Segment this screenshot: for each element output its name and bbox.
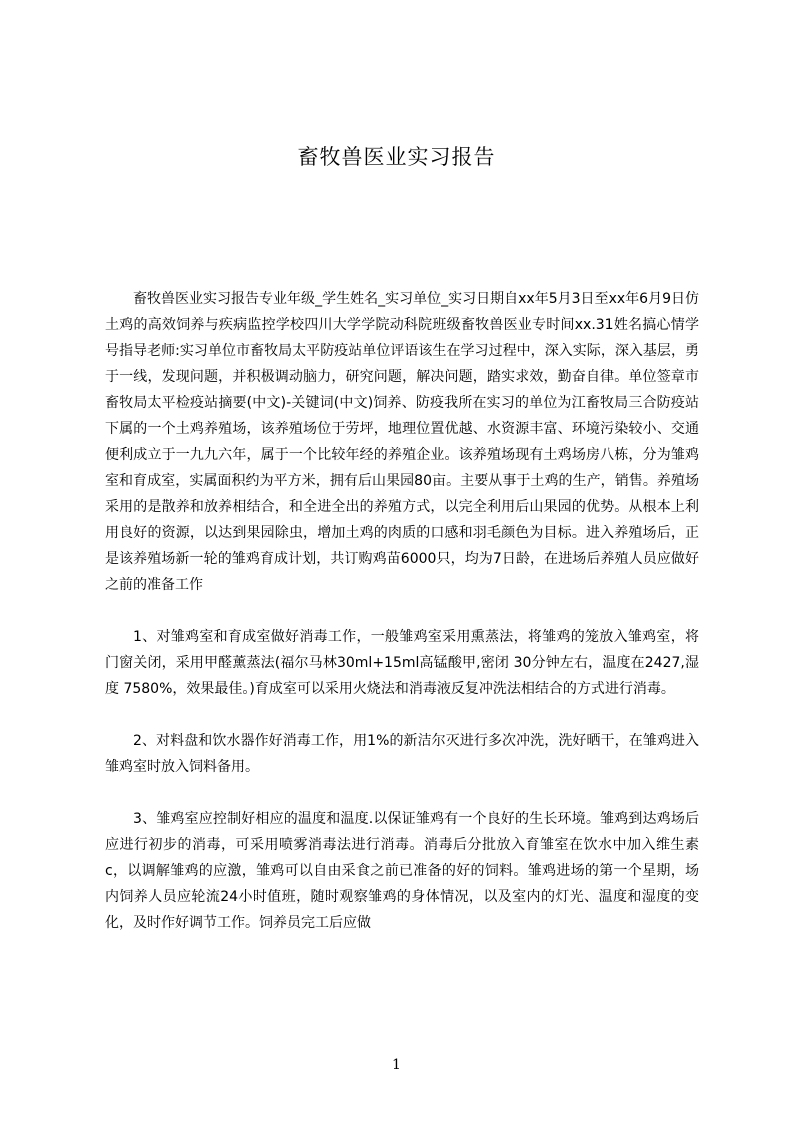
page-number: 1: [392, 1057, 401, 1073]
paragraph-step-1: 1、对雏鸡室和育成室做好消毒工作，一般雏鸡室采用熏蒸法，将雏鸡的笼放入雏鸡室，将门窗关闭，采用甲醛薰蒸法(福尔马林30ml+15ml高锰酸甲,密闭 30分钟左右，温度在2427,湿度 7580%，效果最佳。)育成室可以采用火烧法和消毒液反复冲洗法相结合的方式进行消毒。: [105, 629, 699, 697]
paragraph-intro: 畜牧兽医业实习报告专业年级_学生姓名_实习单位_实习日期自xx年5月3日至xx年6月9日仿土鸡的高效饲养与疾病监控学校四川大学学院动科院班级畜牧兽医业专时间xx.31姓名搞心情学号指导老师:实习单位市畜牧局太平防疫站单位评语该生在学习过程中，深入实际，深入基层，勇于一线，发现问题，并积极调动脑力，研究问题，解决问题，踏实求效，勤奋自律。单位签章市畜牧局太平检疫站摘要(中文)-关键词(中文)饲养、防疫我所在实习的单位为江畜牧局三合防疫站下属的一个土鸡养殖场，该养殖场位于劳坪，地理位置优越、水资源丰富、环境污染较小、交通便利成立于一九九六年，属于一个比较年经的养殖企业。该养殖场现有土鸡场房八栋，分为雏鸡室和育成室，实属面积约为平方米，拥有后山果园80亩。主要从事于土鸡的生产，销售。养殖场采用的是散养和放养相结合，和全进全出的养殖方式，以完全利用后山果园的优势。从根本上利用良好的资源，以达到果园除虫，增加土鸡的肉质的口感和羽毛颜色为目标。进入养殖场后，正是该养殖场新一轮的雏鸡育成计划，共订购鸡苗6000只，均为7日龄，在进场后养殖人员应做好之前的准备工作: [105, 291, 699, 593]
paragraph-step-3: 3、雏鸡室应控制好相应的温度和温度.以保证雏鸡有一个良好的生长环境。雏鸡到达鸡场后应进行初步的消毒，可采用喷雾消毒法进行消毒。消毒后分批放入育雏室在饮水中加入维生素c，以调解雏鸡的应激，雏鸡可以自由采食之前已准备的好的饲料。雏鸡进场的第一个星期，场内饲养人员应轮流24小时值班，随时观察雏鸡的身体情况，以及室内的灯光、温度和湿度的变化，及时作好调节工作。饲养员完工后应做: [105, 811, 699, 931]
page-title: 畜牧兽医业实习报告: [297, 145, 496, 169]
body-text: [105, 286, 699, 936]
paragraph-step-2: 2、对料盘和饮水器作好消毒工作，用1%的新洁尔灭进行多次冲洗，洗好晒干，在雏鸡进入雏鸡室时放入饲料备用。: [105, 733, 699, 775]
